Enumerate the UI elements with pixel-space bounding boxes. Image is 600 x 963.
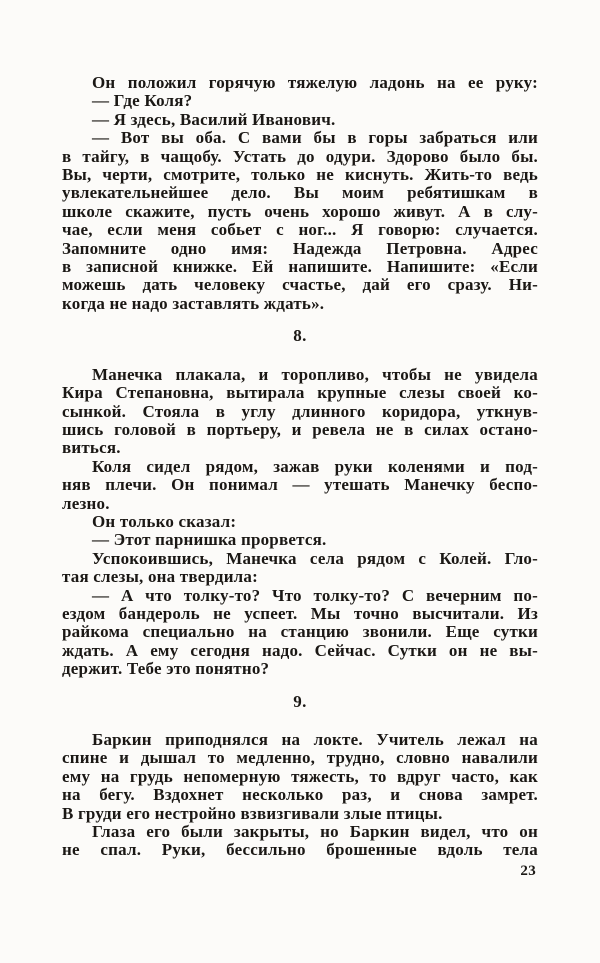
text-line: не спал. Руки, бессильно брошенные вдоль тела bbox=[62, 840, 538, 860]
text-line: няв плечи. Он понимал — утешать Манечку беспо- bbox=[62, 475, 538, 495]
text-line: можешь дать человеку счастье, дай его сразу. Ни- bbox=[62, 275, 538, 295]
text-line: спине и дышал то медленно, трудно, словно навалили bbox=[62, 748, 538, 768]
text-line: ждать. А ему сегодня надо. Сейчас. Сутки он не вы- bbox=[62, 640, 538, 660]
text-line: увлекательнейшее дело. Вы моим ребятишкам в bbox=[62, 183, 538, 203]
text-line: школе скажите, пусть очень хорошо живут. А в слу- bbox=[62, 201, 538, 221]
text-line: Запомните одно имя: Надежда Петровна. Адрес bbox=[62, 238, 538, 258]
text-column bbox=[62, 74, 538, 860]
text-line: когда не надо заставлять ждать». bbox=[62, 293, 325, 313]
text-line: — А что толку-то? Что толку-то? С вечерним по- bbox=[92, 585, 538, 605]
text-line: виться. bbox=[62, 438, 121, 458]
text-line: Баркин приподнялся на локте. Учитель лежал на bbox=[92, 730, 538, 749]
page-number: 23 bbox=[520, 863, 536, 879]
text-line: в записной книжке. Ей напишите. Напишите: «Если bbox=[62, 257, 538, 277]
text-line: Манечка плакала, и торопливо, чтобы не увидела bbox=[92, 364, 538, 384]
text-line: Он положил горячую тяжелую ладонь на ее руку: bbox=[92, 73, 538, 92]
text-line: — Я здесь, Василий Иванович. bbox=[92, 109, 336, 129]
text-line: в тайгу, в чащобу. Устать до одури. Здорово было бы. bbox=[62, 146, 538, 166]
text-line: ему на грудь непомерную тяжесть, то вдруг часто, как bbox=[62, 766, 538, 786]
text-line: Коля сидел рядом, зажав руки коленями и под- bbox=[92, 456, 538, 476]
section-heading: 8. bbox=[293, 326, 307, 346]
text-line: Глаза его были закрыты, но Баркин видел, что он bbox=[92, 822, 538, 842]
section-heading: 9. bbox=[293, 691, 307, 711]
text-line: райкома специально на станцию звонили. Еще сутки bbox=[62, 622, 538, 642]
text-line: Кира Степановна, вытирала крупные слезы своей ко- bbox=[62, 383, 538, 403]
text-line: — Этот парнишка прорвется. bbox=[92, 530, 327, 550]
text-line: — Вот вы оба. С вами бы в горы забраться или bbox=[92, 128, 538, 148]
text-line: ездом бандероль не успеет. Мы точно высчитали. Из bbox=[62, 603, 538, 623]
text-line: Он только сказал: bbox=[92, 511, 237, 531]
text-line: шись головой в портьеру, и ревела не в силах остано- bbox=[62, 419, 538, 439]
text-line: — Где Коля? bbox=[92, 91, 193, 111]
text-line: тая слезы, она твердила: bbox=[62, 567, 258, 587]
text-line: В груди его нестройно взвизгивали злые птицы. bbox=[62, 803, 443, 823]
text-line: Вы, черти, смотрите, только не киснуть. Жить-то ведь bbox=[62, 165, 538, 185]
text-line: сынкой. Стояла в углу длинного коридора, уткнув- bbox=[62, 401, 538, 421]
text-line: лезно. bbox=[62, 493, 110, 513]
text-line: держит. Тебе это понятно? bbox=[62, 659, 270, 679]
text-line: на бегу. Вздохнет несколько раз, и снова замрет. bbox=[62, 785, 538, 805]
text-line: Успокоившись, Манечка села рядом с Колей. Гло- bbox=[92, 548, 538, 568]
text-line: чае, если меня собьет с ног... Я говорю: случается. bbox=[62, 220, 538, 240]
